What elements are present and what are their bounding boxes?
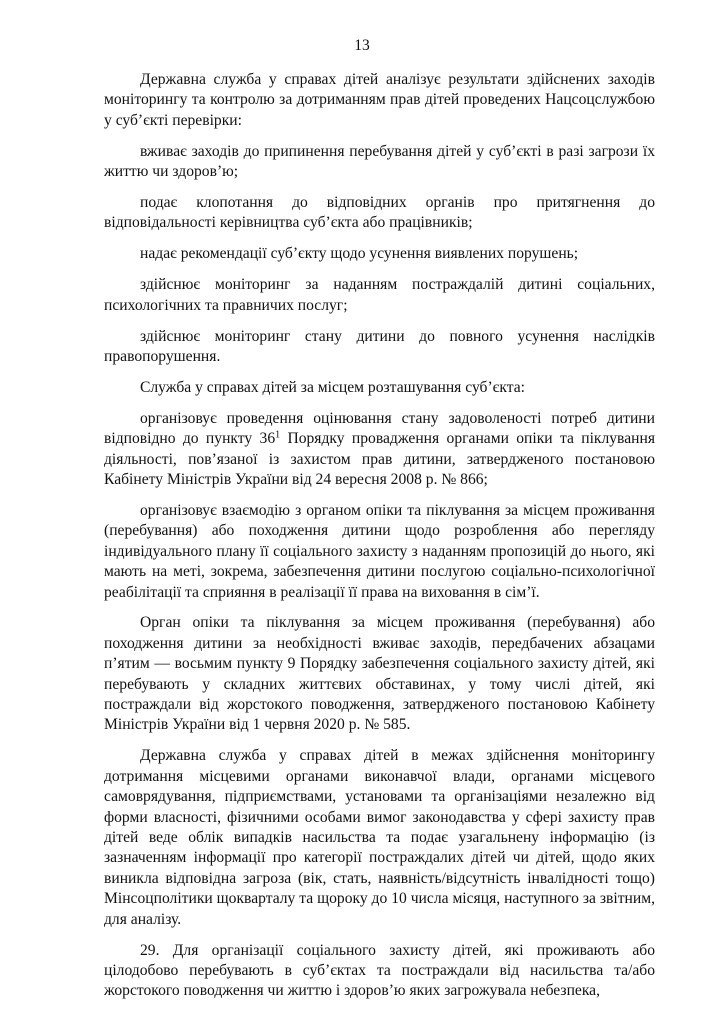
paragraph: Орган опіки та піклування за місцем проживання (перебування) або походження дитини за необхідності вживає заходів, передбачених абзацами п’ятим — восьмим пункту 9 Порядку забезпечення соціального захисту дітей, які перебувають у складних життєвих обставинах, у тому числі дітей, які постраждали від жорстокого поводження, затвердженого постановою Кабінету Міністрів України від 1 червня 2020 р. № 585.	[104, 614, 655, 734]
paragraph: подає клопотання до відповідних органів про притягнення до відповідальності керівництва суб’єкта або працівників;	[104, 194, 655, 232]
paragraph: надає рекомендації суб’єкту щодо усунення виявлених порушень;	[140, 245, 579, 263]
superscript: 1	[275, 429, 281, 441]
page-number: 13	[354, 37, 370, 54]
paragraph: 29. Для організації соціального захисту дітей, які проживають або цілодобово перебувають в суб’єктах та постраждали від насильства та/або жорстокого поводження чи життю і здоров’ю яких загрожувала небезпека,	[104, 941, 655, 1000]
document-body	[104, 70, 655, 1012]
paragraph: організовує взаємодію з органом опіки та піклування за місцем проживання (перебування) або походження дитини щодо розроблення або перегляду індивідуального плану її соціального захисту з наданням пропозицій до нього, які мають на меті, зокрема, забезпечення дитини послугою соціально-психологічної реабілітації та сприяння в реалізації її права на виховання в сім’ї.	[104, 501, 655, 601]
paragraph: вживає заходів до припинення перебування дітей у суб’єкті в разі загрози їх життю чи здоров’ю;	[104, 142, 655, 181]
paragraph-text: Порядку провадження органами опіки та піклування діяльності, пов’язаної із захистом прав дитини, затвердженого постановою Кабінету Міністрів України від 24 вересня 2008 р. № 866;	[104, 430, 656, 488]
paragraph: Державна служба у справах дітей в межах здійснення моніторингу дотримання місцевими органами виконавчої влади, органами місцевого самоврядування, підприємствами, установами та організаціями незалежно від форми власності, фізичними особами вимог законодавства у сфері захисту прав дітей веде облік випадків насильства та подає узагальнену інформацію (із зазначенням інформації про категорії постраждалих дітей чи дітей, щодо яких виникла відповідна загроза (вік, стать, наявність/відсутність інвалідності тощо) Мінсоцполітики щокварталу та щороку до 10 числа місяця, наступного за звітним, для аналізу.	[104, 747, 655, 928]
paragraph: здійснює моніторинг за наданням постраждалій дитині соціальних, психологічних та правничих послуг;	[104, 276, 655, 314]
paragraph: здійснює моніторинг стану дитини до повного усунення наслідків правопорушення.	[104, 327, 655, 365]
paragraph	[104, 409, 655, 491]
paragraph: Державна служба у справах дітей аналізує результати здійснених заходів моніторингу та контролю за дотриманням прав дітей проведених Нацсоцслужбою у суб’єкті перевірки:	[104, 71, 655, 129]
paragraph-text: організовує проведення оцінювання стану задоволеності потреб дитини відповідно до пункту 36	[104, 409, 655, 448]
paragraph: Служба у справах дітей за місцем розташування суб’єкта:	[140, 378, 526, 396]
